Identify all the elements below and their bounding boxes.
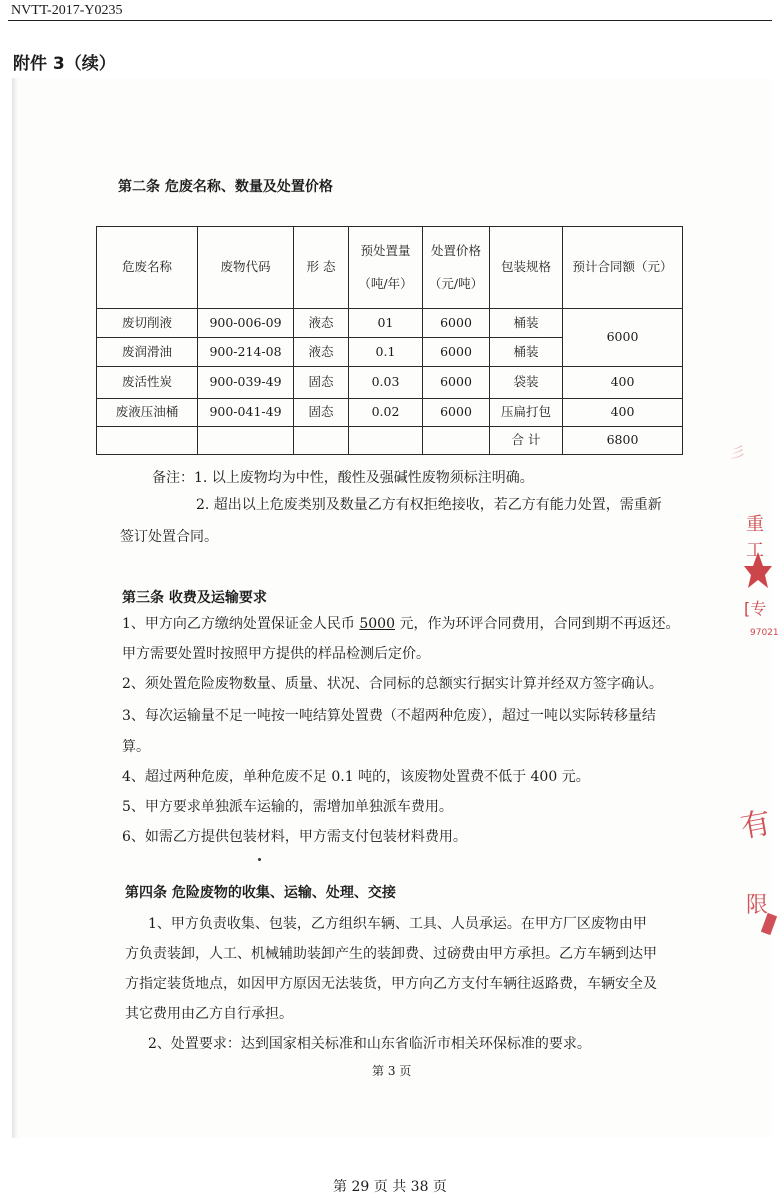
cell-name: 废液压油桶	[97, 399, 198, 427]
stamp-seal	[722, 436, 779, 666]
cell-empty	[97, 427, 198, 455]
table-row	[97, 399, 683, 427]
header-name: 危废名称	[97, 227, 198, 309]
article4-line1: 1、甲方负责收集、包装，乙方组织车辆、工具、人员承运。在甲方厂区废物由甲	[148, 916, 647, 932]
stamp-text-mid: [专	[744, 599, 767, 618]
cell-name: 废切削液	[97, 309, 198, 338]
page-footer: 第 29 页 共 38 页	[333, 1179, 447, 1195]
cell-qty: 0.02	[349, 399, 423, 427]
inner-page-number: 第 3 页	[372, 1064, 412, 1078]
cell-empty	[349, 427, 423, 455]
table-row	[97, 367, 683, 399]
cell-state: 固态	[294, 399, 349, 427]
attachment-title: 附件 3（续）	[13, 54, 116, 74]
cell-name: 废润滑油	[97, 338, 198, 367]
header-divider	[8, 20, 772, 21]
stamp-digits: 97021	[750, 628, 779, 638]
cell-price: 6000	[423, 309, 490, 338]
stamp-seal-lower	[738, 790, 774, 960]
article2-title: 第二条 危废名称、数量及处置价格	[118, 179, 333, 195]
cell-code: 900-006-09	[198, 309, 294, 338]
article3-line8: 6、如需乙方提供包装材料，甲方需支付包装材料费用。	[122, 829, 467, 845]
article4-title: 第四条 危险废物的收集、运输、处理、交接	[125, 885, 396, 901]
header-qty: 预处置量 （吨/年）	[349, 227, 423, 309]
cell-code: 900-214-08	[198, 338, 294, 367]
article3-line7: 5、甲方要求单独派车运输的，需增加单独派车费用。	[122, 799, 453, 815]
cell-price: 6000	[423, 399, 490, 427]
header-state: 形 态	[294, 227, 349, 309]
note-1: 备注：1. 以上废物均为中性，酸性及强碱性废物须标注明确。	[152, 470, 534, 486]
cell-total-label: 合 计	[490, 427, 563, 455]
table-row	[97, 309, 683, 338]
header-pack: 包装规格	[490, 227, 563, 309]
stamp-text-top: 重工	[746, 514, 764, 561]
cell-state: 液态	[294, 338, 349, 367]
note-2-continued: 签订处置合同。	[120, 529, 218, 545]
article3-line6: 4、超过两种危废，单种危废不足 0.1 吨的，该废物处置费不低于 400 元。	[122, 769, 590, 785]
article4-line2: 方负责装卸，人工、机械辅助装卸产生的装卸费、过磅费由甲方承担。乙方车辆到达甲	[125, 946, 657, 962]
article3-line4: 3、每次运输量不足一吨按一吨结算处置费（不超两种危废），超过一吨以实际转移量结	[122, 708, 656, 724]
scan-speck	[258, 858, 261, 861]
cell-state: 液态	[294, 309, 349, 338]
cell-pack: 袋装	[490, 367, 563, 399]
stamp-text-lower: 有	[737, 805, 774, 846]
stamp-star-icon	[738, 550, 772, 590]
article3-line3: 2、须处置危险废物数量、质量、状况、合同标的总额实行据实计算并经双方签字确认。	[122, 676, 663, 692]
cell-pack: 桶装	[490, 338, 563, 367]
article3-line2: 甲方需要处置时按照甲方提供的样品检测后定价。	[122, 646, 430, 662]
header-code: 废物代码	[198, 227, 294, 309]
cell-qty: 0.03	[349, 367, 423, 399]
deposit-amount: 5000	[359, 616, 395, 632]
article4-line4: 其它费用由乙方自行承担。	[125, 1006, 293, 1022]
cell-qty: 0.1	[349, 338, 423, 367]
scan-edge-shadow	[12, 78, 18, 1138]
note-2: 2. 超出以上危废类别及数量乙方有权拒绝接收，若乙方有能力处置，需重新	[196, 497, 662, 513]
header-amount: 预计合同额（元）	[563, 227, 683, 309]
header-price: 处置价格 （元/吨）	[423, 227, 490, 309]
cell-pack: 压扁打包	[490, 399, 563, 427]
cell-state: 固态	[294, 367, 349, 399]
cell-name: 废活性炭	[97, 367, 198, 399]
document-id: NVTT-2017-Y0235	[11, 3, 123, 18]
cell-total-value: 6800	[563, 427, 683, 455]
article3-line1: 1、甲方向乙方缴纳处置保证金人民币 5000 元，作为环评合同费用，合同到期不再返还。	[122, 616, 680, 632]
cell-empty	[198, 427, 294, 455]
cell-empty	[423, 427, 490, 455]
article4-line3: 方指定装货地点，如因甲方原因无法装货，甲方向乙方支付车辆往返路费，车辆安全及	[125, 976, 657, 992]
cell-price: 6000	[423, 367, 490, 399]
cell-amount: 400	[563, 367, 683, 399]
waste-price-table	[96, 226, 683, 455]
article3-title: 第三条 收费及运输要求	[122, 590, 267, 606]
cell-qty: 01	[349, 309, 423, 338]
cell-merged-amount: 6000	[563, 309, 683, 367]
cell-amount: 400	[563, 399, 683, 427]
table-total-row	[97, 427, 683, 455]
cell-code: 900-041-49	[198, 399, 294, 427]
cell-pack: 桶装	[490, 309, 563, 338]
article4-line5: 2、处置要求：达到国家相关标准和山东省临沂市相关环保标准的要求。	[148, 1036, 591, 1052]
stamp-smudge: 彡	[728, 441, 748, 464]
cell-empty	[294, 427, 349, 455]
table-header-row	[97, 227, 683, 309]
article3-line5: 算。	[122, 739, 150, 755]
stamp-text-lower2: 限	[746, 893, 769, 918]
cell-code: 900-039-49	[198, 367, 294, 399]
cell-price: 6000	[423, 338, 490, 367]
